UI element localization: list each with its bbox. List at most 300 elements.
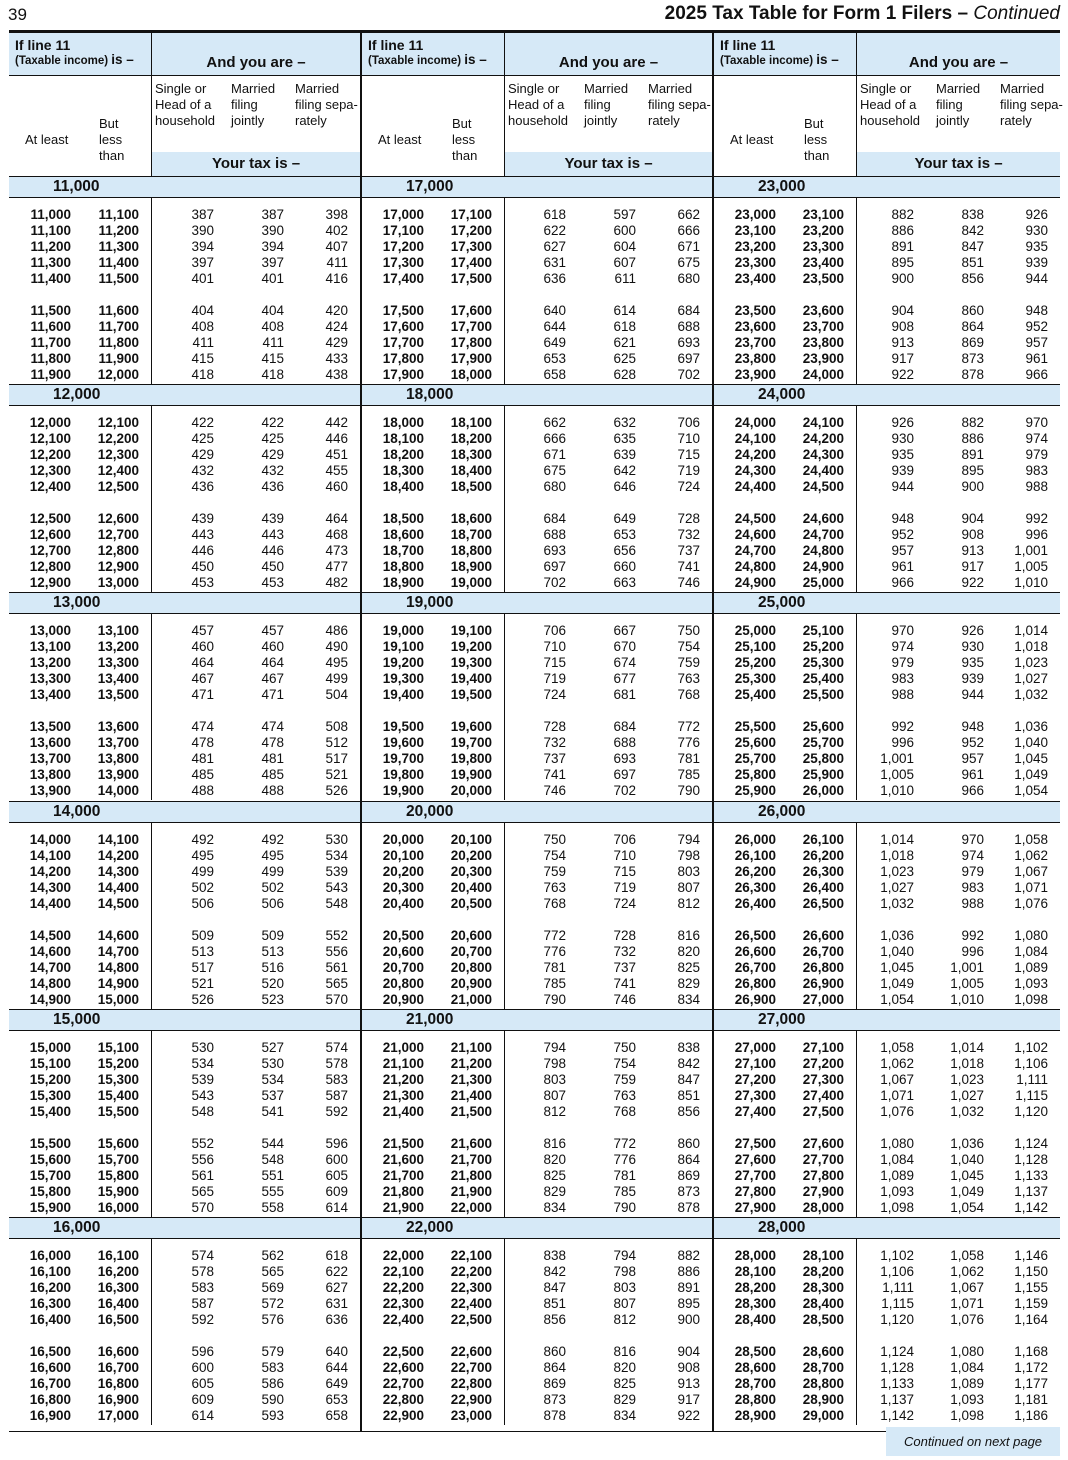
but-less-than-value: 21,200 xyxy=(450,1055,492,1071)
married-separate-tax-value: 979 xyxy=(1025,447,1048,463)
married-separate-tax-value: 583 xyxy=(325,1071,348,1087)
table-row xyxy=(714,832,1060,848)
married-joint-tax-value: 404 xyxy=(261,303,284,318)
table-row xyxy=(362,1040,712,1056)
married-separate-tax-value: 935 xyxy=(1025,239,1048,254)
single-tax-value: 543 xyxy=(191,1087,214,1103)
married-separate-tax-value: 763 xyxy=(677,671,700,687)
and-you-are-header: And you are – xyxy=(152,33,360,76)
married-joint-tax-value: 961 xyxy=(961,767,984,783)
table-row xyxy=(714,928,1060,944)
married-separate-tax-value: 680 xyxy=(677,271,700,286)
table-row xyxy=(362,832,712,848)
single-tax-value: 658 xyxy=(543,367,566,382)
married-separate-tax-value: 1,005 xyxy=(1014,559,1048,575)
married-joint-tax-value: 719 xyxy=(613,879,636,895)
but-less-than-value: 24,900 xyxy=(802,559,844,575)
table-row xyxy=(362,960,712,976)
but-less-than-value: 16,200 xyxy=(97,1264,139,1279)
at-least-value: 15,500 xyxy=(29,1135,71,1151)
but-less-than-value: 27,200 xyxy=(802,1055,844,1071)
married-joint-tax-value: 750 xyxy=(613,1039,636,1055)
section-heading-label: 28,000 xyxy=(758,1219,806,1236)
single-tax-value: 768 xyxy=(543,895,566,911)
single-tax-value: 886 xyxy=(891,223,914,238)
at-least-value: 11,500 xyxy=(30,303,71,318)
single-tax-value: 935 xyxy=(891,447,914,463)
at-least-value: 17,400 xyxy=(382,271,424,286)
but-less-than-value: 14,800 xyxy=(97,959,139,975)
income-range-header xyxy=(362,76,505,176)
at-least-value: 15,700 xyxy=(29,1167,71,1183)
section-heading-label: 26,000 xyxy=(758,802,806,820)
table-row xyxy=(714,1312,1060,1328)
table-row xyxy=(362,735,712,751)
but-less-than-value: 23,900 xyxy=(802,351,844,366)
table-row xyxy=(714,223,1060,239)
table-row xyxy=(714,992,1060,1008)
married-separate-tax-value: 1,049 xyxy=(1014,767,1048,783)
single-tax-value: 957 xyxy=(891,543,914,559)
but-less-than-value: 14,500 xyxy=(97,895,139,911)
married-joint-tax-value: 492 xyxy=(261,831,284,847)
married-joint-tax-value: 653 xyxy=(613,527,636,543)
at-least-value: 28,900 xyxy=(734,1408,776,1423)
married-joint-tax-value: 625 xyxy=(613,351,636,366)
section-heading-label: 20,000 xyxy=(406,802,454,820)
at-least-value: 25,700 xyxy=(734,751,776,767)
at-least-value: 27,700 xyxy=(734,1167,776,1183)
married-separate-tax-value: 1,058 xyxy=(1014,831,1048,847)
at-least-value: 21,700 xyxy=(382,1167,424,1183)
married-joint-tax-value: 798 xyxy=(613,1264,636,1279)
table-row xyxy=(714,1152,1060,1168)
but-less-than-label: But less than xyxy=(804,116,830,163)
single-tax-value: 517 xyxy=(191,959,214,975)
married-separate-tax-value: 1,164 xyxy=(1014,1312,1048,1327)
married-separate-tax-value: 944 xyxy=(1025,271,1048,286)
married-separate-tax-value: 570 xyxy=(325,991,348,1007)
married-joint-tax-value: 860 xyxy=(961,303,984,318)
married-joint-tax-value: 746 xyxy=(613,991,636,1007)
but-less-than-value: 27,000 xyxy=(802,991,844,1007)
table-row xyxy=(9,880,360,896)
section-rows xyxy=(9,614,360,800)
at-least-value: 12,600 xyxy=(29,527,71,543)
married-joint-tax-value: 1,089 xyxy=(950,1376,984,1391)
married-separate-tax-value: 1,168 xyxy=(1014,1344,1048,1359)
married-joint-tax-value: 677 xyxy=(613,671,636,687)
at-least-value: 17,700 xyxy=(382,335,424,350)
at-least-value: 13,500 xyxy=(29,719,71,735)
table-row xyxy=(9,960,360,976)
at-least-value: 20,100 xyxy=(382,847,424,863)
at-least-value: 28,100 xyxy=(734,1264,776,1279)
table-row xyxy=(362,415,712,431)
table-row xyxy=(714,944,1060,960)
at-least-value: 19,500 xyxy=(382,719,424,735)
single-tax-value: 688 xyxy=(543,527,566,543)
married-joint-tax-value: 457 xyxy=(261,623,284,639)
married-joint-tax-value: 948 xyxy=(961,719,984,735)
at-least-value: 23,500 xyxy=(734,303,776,318)
married-jointly-column-header: Married filing jointly xyxy=(231,81,276,128)
taxable-income-text: (Taxable income) xyxy=(368,55,462,67)
single-tax-value: 506 xyxy=(191,895,214,911)
married-separate-tax-value: 1,040 xyxy=(1014,735,1048,751)
but-less-than-value: 12,800 xyxy=(97,543,139,559)
married-joint-tax-value: 502 xyxy=(261,879,284,895)
married-joint-tax-value: 621 xyxy=(613,335,636,350)
table-row xyxy=(714,1280,1060,1296)
married-separate-tax-value: 1,146 xyxy=(1014,1248,1048,1263)
married-separate-tax-value: 957 xyxy=(1025,335,1048,350)
section-heading xyxy=(9,1009,360,1031)
at-least-value: 24,100 xyxy=(734,431,776,447)
single-tax-value: 631 xyxy=(543,255,566,270)
table-row xyxy=(714,1040,1060,1056)
married-joint-tax-value: 460 xyxy=(261,639,284,655)
but-less-than-value: 11,900 xyxy=(98,351,139,366)
table-row xyxy=(714,1344,1060,1360)
married-joint-tax-value: 1,023 xyxy=(950,1071,984,1087)
table-row xyxy=(714,848,1060,864)
married-separate-tax-value: 1,089 xyxy=(1014,959,1048,975)
single-tax-value: 948 xyxy=(891,511,914,527)
single-tax-value: 662 xyxy=(543,415,566,431)
married-separate-tax-value: 530 xyxy=(325,831,348,847)
tax-table xyxy=(9,30,1063,1432)
single-tax-value: 436 xyxy=(191,479,214,495)
table-row xyxy=(9,1280,360,1296)
but-less-than-value: 16,000 xyxy=(97,1199,139,1215)
table-row xyxy=(714,335,1060,351)
at-least-value: 11,800 xyxy=(30,351,71,366)
at-least-value: 18,200 xyxy=(382,447,424,463)
table-row xyxy=(714,447,1060,463)
married-joint-tax-value: 604 xyxy=(613,239,636,254)
but-less-than-value: 21,800 xyxy=(450,1167,492,1183)
married-joint-tax-value: 1,014 xyxy=(950,1039,984,1055)
at-least-label: At least xyxy=(25,132,69,147)
section-heading xyxy=(9,384,360,406)
but-less-than-value: 24,700 xyxy=(802,527,844,543)
table-row xyxy=(9,767,360,783)
single-tax-value: 838 xyxy=(543,1248,566,1263)
married-separate-tax-value: 644 xyxy=(325,1360,348,1375)
section-heading-label: 15,000 xyxy=(53,1010,101,1028)
section-rows xyxy=(714,614,1060,800)
married-separate-tax-value: 785 xyxy=(677,767,700,783)
table-row xyxy=(9,1264,360,1280)
but-less-than-value: 18,300 xyxy=(450,447,492,463)
married-joint-tax-value: 481 xyxy=(261,751,284,767)
table-row xyxy=(714,367,1060,383)
at-least-value: 13,600 xyxy=(29,735,71,751)
but-less-than-value: 15,800 xyxy=(97,1167,139,1183)
section-heading-label: 19,000 xyxy=(406,594,454,612)
single-tax-value: 1,023 xyxy=(880,863,914,879)
income-range-header xyxy=(714,76,857,176)
but-less-than-value: 28,400 xyxy=(802,1296,844,1311)
table-row xyxy=(362,335,712,351)
married-separate-tax-value: 424 xyxy=(325,319,348,334)
married-separate-tax-value: 710 xyxy=(677,431,700,447)
table-row xyxy=(714,239,1060,255)
your-tax-is-header: Your tax is – xyxy=(857,152,1060,176)
income-section xyxy=(714,1009,1060,1217)
single-column-header: Single or Head of a household xyxy=(860,81,920,128)
but-less-than-value: 17,700 xyxy=(450,319,492,334)
married-separate-tax-value: 504 xyxy=(325,687,348,703)
single-tax-value: 1,005 xyxy=(880,767,914,783)
but-less-than-value: 20,000 xyxy=(450,783,492,799)
at-least-value: 26,800 xyxy=(734,975,776,991)
at-least-value: 26,000 xyxy=(734,831,776,847)
at-least-value: 19,700 xyxy=(382,751,424,767)
table-row xyxy=(714,1376,1060,1392)
single-tax-value: 781 xyxy=(543,959,566,975)
married-separate-tax-value: 1,133 xyxy=(1014,1167,1048,1183)
table-row xyxy=(9,671,360,687)
single-tax-value: 702 xyxy=(543,575,566,591)
married-separate-tax-value: 886 xyxy=(677,1264,700,1279)
married-joint-tax-value: 425 xyxy=(261,431,284,447)
married-joint-tax-value: 387 xyxy=(261,207,284,222)
married-joint-tax-value: 1,062 xyxy=(950,1264,984,1279)
married-separate-tax-value: 873 xyxy=(677,1183,700,1199)
table-row xyxy=(362,687,712,703)
table-row xyxy=(714,271,1060,287)
married-joint-tax-value: 401 xyxy=(261,271,284,286)
married-separate-tax-value: 1,181 xyxy=(1014,1392,1048,1407)
single-column-header: Single or Head of a household xyxy=(508,81,568,128)
but-less-than-value: 26,600 xyxy=(802,927,844,943)
married-joint-tax-value: 1,018 xyxy=(950,1055,984,1071)
table-row xyxy=(362,1056,712,1072)
married-separate-tax-value: 939 xyxy=(1025,255,1048,270)
single-tax-value: 851 xyxy=(543,1296,566,1311)
married-separate-tax-value: 1,071 xyxy=(1014,879,1048,895)
filing-status-headers xyxy=(152,76,360,152)
married-joint-tax-value: 520 xyxy=(261,975,284,991)
married-separate-tax-value: 675 xyxy=(677,255,700,270)
married-joint-tax-value: 544 xyxy=(261,1135,284,1151)
married-separate-tax-value: 1,001 xyxy=(1014,543,1048,559)
but-less-than-value: 28,500 xyxy=(802,1312,844,1327)
at-least-value: 27,500 xyxy=(734,1135,776,1151)
married-joint-tax-value: 970 xyxy=(961,831,984,847)
married-joint-tax-value: 390 xyxy=(261,223,284,238)
table-row xyxy=(714,511,1060,527)
married-separate-tax-value: 1,080 xyxy=(1014,927,1048,943)
at-least-value: 23,400 xyxy=(734,271,776,286)
if-line-label: If line 11 xyxy=(15,37,71,53)
married-joint-tax-value: 635 xyxy=(613,431,636,447)
but-less-than-value: 14,700 xyxy=(97,943,139,959)
but-less-than-value: 22,600 xyxy=(450,1344,492,1359)
table-row xyxy=(714,767,1060,783)
table-row xyxy=(9,303,360,319)
at-least-value: 19,800 xyxy=(382,767,424,783)
but-less-than-value: 25,900 xyxy=(802,767,844,783)
single-tax-value: 622 xyxy=(543,223,566,238)
section-rows xyxy=(9,823,360,1009)
at-least-value: 13,400 xyxy=(29,687,71,703)
married-separate-tax-value: 618 xyxy=(325,1248,348,1263)
married-joint-tax-value: 869 xyxy=(961,335,984,350)
section-rows xyxy=(362,406,712,592)
but-less-than-value: 16,500 xyxy=(97,1312,139,1327)
section-heading-label: 23,000 xyxy=(758,178,806,195)
but-less-than-value: 17,100 xyxy=(450,207,492,222)
table-row xyxy=(714,639,1060,655)
income-section xyxy=(362,801,712,1009)
married-joint-tax-value: 706 xyxy=(613,831,636,847)
but-less-than-value: 14,100 xyxy=(97,831,139,847)
married-separate-tax-value: 812 xyxy=(677,895,700,911)
single-tax-value: 1,133 xyxy=(880,1376,914,1391)
table-row xyxy=(362,671,712,687)
married-separate-tax-value: 1,018 xyxy=(1014,639,1048,655)
table-block xyxy=(9,33,360,1431)
married-joint-tax-value: 847 xyxy=(961,239,984,254)
but-less-than-value: 24,500 xyxy=(802,479,844,495)
but-less-than-value: 15,900 xyxy=(97,1183,139,1199)
married-separate-tax-value: 622 xyxy=(325,1264,348,1279)
section-heading-label: 25,000 xyxy=(758,594,806,612)
table-row xyxy=(362,639,712,655)
married-separate-tax-value: 900 xyxy=(677,1312,700,1327)
table-row xyxy=(362,992,712,1008)
table-row xyxy=(362,1312,712,1328)
married-joint-tax-value: 474 xyxy=(261,719,284,735)
at-least-value: 16,400 xyxy=(29,1312,71,1327)
table-row xyxy=(714,319,1060,335)
table-row xyxy=(362,783,712,799)
married-joint-tax-value: 432 xyxy=(261,463,284,479)
married-separate-tax-value: 922 xyxy=(677,1408,700,1423)
married-separate-tax-value: 706 xyxy=(677,415,700,431)
is-text: is – xyxy=(816,52,839,67)
but-less-than-value: 21,300 xyxy=(450,1071,492,1087)
but-less-than-value: 22,800 xyxy=(450,1376,492,1391)
section-heading xyxy=(714,384,1060,406)
single-tax-value: 526 xyxy=(191,991,214,1007)
table-row xyxy=(362,1168,712,1184)
table-row xyxy=(9,719,360,735)
married-joint-tax-value: 768 xyxy=(613,1103,636,1119)
married-separate-tax-value: 803 xyxy=(677,863,700,879)
table-row xyxy=(362,1344,712,1360)
married-separate-tax-value: 468 xyxy=(325,527,348,543)
but-less-than-value: 24,600 xyxy=(802,511,844,527)
single-tax-value: 644 xyxy=(543,319,566,334)
at-least-value: 20,400 xyxy=(382,895,424,911)
single-tax-value: 499 xyxy=(191,863,214,879)
single-tax-value: 618 xyxy=(543,207,566,222)
table-row xyxy=(362,1360,712,1376)
single-tax-value: 565 xyxy=(191,1183,214,1199)
single-tax-value: 798 xyxy=(543,1055,566,1071)
at-least-value: 19,300 xyxy=(382,671,424,687)
at-least-value: 16,600 xyxy=(29,1360,71,1375)
married-joint-tax-value: 684 xyxy=(613,719,636,735)
but-less-than-value: 15,000 xyxy=(97,991,139,1007)
if-line-label: If line 11 xyxy=(720,37,776,53)
single-tax-value: 895 xyxy=(891,255,914,270)
but-less-than-value: 14,900 xyxy=(97,975,139,991)
married-joint-tax-value: 794 xyxy=(613,1248,636,1263)
married-separate-tax-value: 636 xyxy=(325,1312,348,1327)
but-less-than-value: 18,100 xyxy=(450,415,492,431)
married-joint-tax-value: 523 xyxy=(261,991,284,1007)
but-less-than-value: 26,700 xyxy=(802,943,844,959)
single-tax-value: 627 xyxy=(543,239,566,254)
but-less-than-value: 14,300 xyxy=(97,863,139,879)
married-joint-tax-value: 649 xyxy=(613,511,636,527)
married-joint-tax-value: 499 xyxy=(261,863,284,879)
income-section xyxy=(714,801,1060,1009)
single-tax-value: 636 xyxy=(543,271,566,286)
table-row xyxy=(362,928,712,944)
at-least-value: 23,100 xyxy=(734,223,776,238)
but-less-than-value: 16,700 xyxy=(97,1360,139,1375)
single-tax-value: 443 xyxy=(191,527,214,543)
single-tax-value: 710 xyxy=(543,639,566,655)
married-joint-tax-value: 586 xyxy=(261,1376,284,1391)
table-row xyxy=(362,767,712,783)
at-least-value: 22,400 xyxy=(382,1312,424,1327)
married-separate-tax-value: 754 xyxy=(677,639,700,655)
at-least-value: 25,000 xyxy=(734,623,776,639)
married-joint-tax-value: 882 xyxy=(961,415,984,431)
table-row xyxy=(9,928,360,944)
married-joint-tax-value: 979 xyxy=(961,863,984,879)
at-least-value: 19,100 xyxy=(382,639,424,655)
income-section xyxy=(714,1217,1060,1425)
single-tax-value: 1,067 xyxy=(880,1071,914,1087)
single-tax-value: 882 xyxy=(891,207,914,222)
section-rows xyxy=(714,198,1060,384)
but-less-than-value: 20,900 xyxy=(450,975,492,991)
but-less-than-value: 17,500 xyxy=(450,271,492,286)
income-section xyxy=(714,592,1060,800)
but-less-than-value: 20,200 xyxy=(450,847,492,863)
married-separate-tax-value: 1,102 xyxy=(1014,1039,1048,1055)
but-less-than-value: 12,300 xyxy=(97,447,139,463)
table-row xyxy=(714,303,1060,319)
single-tax-value: 548 xyxy=(191,1103,214,1119)
income-section xyxy=(362,176,712,384)
single-tax-value: 944 xyxy=(891,479,914,495)
single-tax-value: 471 xyxy=(191,687,214,703)
at-least-value: 17,200 xyxy=(382,239,424,254)
single-tax-value: 1,124 xyxy=(880,1344,914,1359)
at-least-value: 28,200 xyxy=(734,1280,776,1295)
single-tax-value: 961 xyxy=(891,559,914,575)
at-least-value: 16,700 xyxy=(29,1376,71,1391)
married-separate-tax-value: 477 xyxy=(325,559,348,575)
married-joint-tax-value: 537 xyxy=(261,1087,284,1103)
single-tax-value: 446 xyxy=(191,543,214,559)
column-header xyxy=(9,33,360,176)
single-tax-value: 816 xyxy=(543,1135,566,1151)
married-joint-tax-value: 436 xyxy=(261,479,284,495)
but-less-than-value: 27,700 xyxy=(802,1151,844,1167)
at-least-value: 20,800 xyxy=(382,975,424,991)
married-separate-tax-value: 816 xyxy=(677,927,700,943)
